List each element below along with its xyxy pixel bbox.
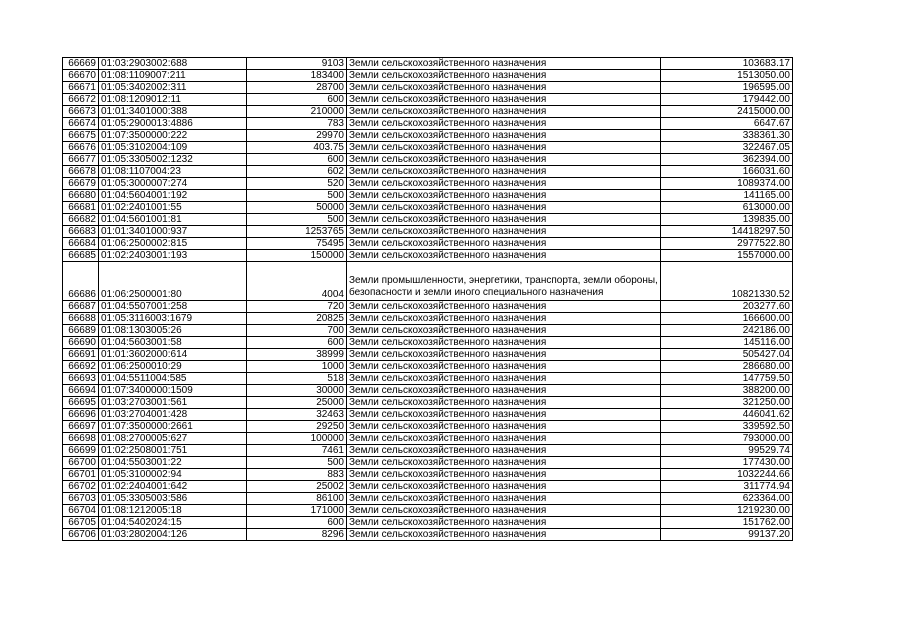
row-number-cell: 66695: [63, 397, 99, 409]
land-category-cell: Земли сельскохозяйственного назначения: [347, 130, 661, 142]
area-cell: 883: [247, 469, 347, 481]
area-cell: 183400: [247, 70, 347, 82]
cadastral-value-cell: 141165.00: [661, 190, 793, 202]
row-number-cell: 66674: [63, 118, 99, 130]
table-row: [63, 70, 793, 82]
table-row: [63, 94, 793, 106]
cadastral-number-cell: 01:05:3402002:311: [99, 82, 247, 94]
table-row: [63, 118, 793, 130]
row-number-cell: 66692: [63, 361, 99, 373]
row-number-cell: 66696: [63, 409, 99, 421]
table-row: [63, 349, 793, 361]
land-category-cell: Земли сельскохозяйственного назначения: [347, 166, 661, 178]
cadastral-value-cell: 166031.60: [661, 166, 793, 178]
area-cell: 500: [247, 214, 347, 226]
land-category-cell: Земли сельскохозяйственного назначения: [347, 250, 661, 262]
table-row: [63, 457, 793, 469]
row-number-cell: 66701: [63, 469, 99, 481]
cadastral-number-cell: 01:04:5601001:81: [99, 214, 247, 226]
cadastral-number-cell: 01:02:2508001:751: [99, 445, 247, 457]
area-cell: 210000: [247, 106, 347, 118]
table-row: [63, 445, 793, 457]
land-category-cell: Земли промышленности, энергетики, транспорта, земли обороны, безопасности и земли иного специального назначения: [347, 262, 661, 301]
row-number-cell: 66676: [63, 142, 99, 154]
row-number-cell: 66682: [63, 214, 99, 226]
row-number-cell: 66693: [63, 373, 99, 385]
table-row: [63, 190, 793, 202]
area-cell: 518: [247, 373, 347, 385]
area-cell: 600: [247, 337, 347, 349]
table-row: [63, 178, 793, 190]
cadastral-value-cell: 321250.00: [661, 397, 793, 409]
cadastral-number-cell: 01:06:2500010:29: [99, 361, 247, 373]
cadastral-value-cell: 177430.00: [661, 457, 793, 469]
area-cell: 29970: [247, 130, 347, 142]
area-cell: 4004: [247, 262, 347, 301]
table-row: [63, 373, 793, 385]
land-category-cell: Земли сельскохозяйственного назначения: [347, 373, 661, 385]
area-cell: 25002: [247, 481, 347, 493]
cadastral-value-cell: 203277.60: [661, 301, 793, 313]
cadastral-number-cell: 01:04:5503001:22: [99, 457, 247, 469]
land-category-cell: Земли сельскохозяйственного назначения: [347, 70, 661, 82]
table-row: [63, 58, 793, 70]
land-category-cell: Земли сельскохозяйственного назначения: [347, 433, 661, 445]
row-number-cell: 66684: [63, 238, 99, 250]
row-number-cell: 66678: [63, 166, 99, 178]
cadastral-number-cell: 01:05:3102004:109: [99, 142, 247, 154]
cadastral-number-cell: 01:02:2404001:642: [99, 481, 247, 493]
land-category-cell: Земли сельскохозяйственного назначения: [347, 118, 661, 130]
land-category-cell: Земли сельскохозяйственного назначения: [347, 337, 661, 349]
row-number-cell: 66670: [63, 70, 99, 82]
area-cell: 700: [247, 325, 347, 337]
land-category-cell: Земли сельскохозяйственного назначения: [347, 481, 661, 493]
table-body: [63, 58, 793, 541]
cadastral-number-cell: 01:06:2500002:815: [99, 238, 247, 250]
row-number-cell: 66669: [63, 58, 99, 70]
table-row: [63, 505, 793, 517]
area-cell: 30000: [247, 385, 347, 397]
land-category-cell: Земли сельскохозяйственного назначения: [347, 58, 661, 70]
cadastral-value-cell: 6647.67: [661, 118, 793, 130]
cadastral-number-cell: 01:07:3500000:222: [99, 130, 247, 142]
cadastral-value-cell: 338361.30: [661, 130, 793, 142]
cadastral-value-cell: 196595.00: [661, 82, 793, 94]
table-row: [63, 82, 793, 94]
table-row: [63, 469, 793, 481]
table-row: [63, 214, 793, 226]
area-cell: 171000: [247, 505, 347, 517]
table-row: [63, 481, 793, 493]
table-row: [63, 130, 793, 142]
land-category-cell: Земли сельскохозяйственного назначения: [347, 313, 661, 325]
row-number-cell: 66689: [63, 325, 99, 337]
land-category-cell: Земли сельскохозяйственного назначения: [347, 385, 661, 397]
table-row: [63, 409, 793, 421]
area-cell: 75495: [247, 238, 347, 250]
land-parcel-table: [62, 57, 793, 541]
land-category-cell: Земли сельскохозяйственного назначения: [347, 301, 661, 313]
row-number-cell: 66680: [63, 190, 99, 202]
row-number-cell: 66671: [63, 82, 99, 94]
cadastral-value-cell: 1219230.00: [661, 505, 793, 517]
cadastral-number-cell: 01:04:5402024:15: [99, 517, 247, 529]
cadastral-value-cell: 14418297.50: [661, 226, 793, 238]
area-cell: 8296: [247, 529, 347, 541]
land-category-cell: Земли сельскохозяйственного назначения: [347, 493, 661, 505]
area-cell: 29250: [247, 421, 347, 433]
cadastral-value-cell: 623364.00: [661, 493, 793, 505]
area-cell: 100000: [247, 433, 347, 445]
area-cell: 602: [247, 166, 347, 178]
cadastral-value-cell: 613000.00: [661, 202, 793, 214]
row-number-cell: 66673: [63, 106, 99, 118]
cadastral-value-cell: 388200.00: [661, 385, 793, 397]
cadastral-number-cell: 01:04:5604001:192: [99, 190, 247, 202]
table-row: [63, 337, 793, 349]
table-row: [63, 142, 793, 154]
land-category-cell: Земли сельскохозяйственного назначения: [347, 325, 661, 337]
land-category-cell: Земли сельскохозяйственного назначения: [347, 106, 661, 118]
cadastral-number-cell: 01:08:1303005:26: [99, 325, 247, 337]
land-category-cell: Земли сельскохозяйственного назначения: [347, 421, 661, 433]
cadastral-value-cell: 10821330.52: [661, 262, 793, 301]
cadastral-value-cell: 1089374.00: [661, 178, 793, 190]
area-cell: 600: [247, 517, 347, 529]
table-row: [63, 154, 793, 166]
cadastral-number-cell: 01:08:1107004:23: [99, 166, 247, 178]
area-cell: 403.75: [247, 142, 347, 154]
land-category-cell: Земли сельскохозяйственного назначения: [347, 349, 661, 361]
land-category-cell: Земли сельскохозяйственного назначения: [347, 529, 661, 541]
cadastral-number-cell: 01:03:2903002:688: [99, 58, 247, 70]
cadastral-number-cell: 01:06:2500001:80: [99, 262, 247, 301]
row-number-cell: 66706: [63, 529, 99, 541]
cadastral-number-cell: 01:08:2700005:627: [99, 433, 247, 445]
cadastral-number-cell: 01:04:5507001:258: [99, 301, 247, 313]
land-category-cell: Земли сельскохозяйственного назначения: [347, 214, 661, 226]
land-parcel-sheet: [62, 57, 792, 541]
row-number-cell: 66687: [63, 301, 99, 313]
table-row: [63, 397, 793, 409]
area-cell: 783: [247, 118, 347, 130]
table-row: [63, 361, 793, 373]
land-category-cell: Земли сельскохозяйственного назначения: [347, 361, 661, 373]
row-number-cell: 66691: [63, 349, 99, 361]
land-category-cell: Земли сельскохозяйственного назначения: [347, 142, 661, 154]
cadastral-value-cell: 139835.00: [661, 214, 793, 226]
land-category-cell: Земли сельскохозяйственного назначения: [347, 82, 661, 94]
cadastral-number-cell: 01:04:5511004:585: [99, 373, 247, 385]
row-number-cell: 66683: [63, 226, 99, 238]
table-row: [63, 301, 793, 313]
table-row: [63, 166, 793, 178]
area-cell: 500: [247, 190, 347, 202]
area-cell: 600: [247, 154, 347, 166]
cadastral-value-cell: 242186.00: [661, 325, 793, 337]
cadastral-value-cell: 1032244.66: [661, 469, 793, 481]
table-row: [63, 202, 793, 214]
cadastral-number-cell: 01:02:2401001:55: [99, 202, 247, 214]
cadastral-number-cell: 01:03:2703001:561: [99, 397, 247, 409]
area-cell: 25000: [247, 397, 347, 409]
row-number-cell: 66688: [63, 313, 99, 325]
land-category-cell: Земли сельскохозяйственного назначения: [347, 190, 661, 202]
cadastral-number-cell: 01:02:2403001:193: [99, 250, 247, 262]
table-row: [63, 529, 793, 541]
area-cell: 50000: [247, 202, 347, 214]
cadastral-number-cell: 01:08:1209012:11: [99, 94, 247, 106]
area-cell: 20825: [247, 313, 347, 325]
cadastral-value-cell: 99529.74: [661, 445, 793, 457]
cadastral-value-cell: 1513050.00: [661, 70, 793, 82]
cadastral-number-cell: 01:05:2900013:4886: [99, 118, 247, 130]
table-row: [63, 385, 793, 397]
area-cell: 720: [247, 301, 347, 313]
area-cell: 150000: [247, 250, 347, 262]
cadastral-number-cell: 01:07:3400000:1509: [99, 385, 247, 397]
table-row: [63, 238, 793, 250]
land-category-cell: Земли сельскохозяйственного назначения: [347, 226, 661, 238]
area-cell: 38999: [247, 349, 347, 361]
cadastral-value-cell: 99137.20: [661, 529, 793, 541]
cadastral-number-cell: 01:08:1109007:211: [99, 70, 247, 82]
cadastral-value-cell: 147759.50: [661, 373, 793, 385]
area-cell: 86100: [247, 493, 347, 505]
cadastral-number-cell: 01:05:3305003:586: [99, 493, 247, 505]
cadastral-value-cell: 145116.00: [661, 337, 793, 349]
cadastral-number-cell: 01:03:2704001:428: [99, 409, 247, 421]
cadastral-value-cell: 286680.00: [661, 361, 793, 373]
row-number-cell: 66700: [63, 457, 99, 469]
row-number-cell: 66694: [63, 385, 99, 397]
cadastral-value-cell: 1557000.00: [661, 250, 793, 262]
land-category-cell: Земли сельскохозяйственного назначения: [347, 94, 661, 106]
table-row: [63, 493, 793, 505]
land-category-cell: Земли сельскохозяйственного назначения: [347, 517, 661, 529]
land-category-cell: Земли сельскохозяйственного назначения: [347, 469, 661, 481]
land-category-cell: Земли сельскохозяйственного назначения: [347, 457, 661, 469]
cadastral-value-cell: 793000.00: [661, 433, 793, 445]
table-row: [63, 433, 793, 445]
area-cell: 1253765: [247, 226, 347, 238]
cadastral-value-cell: 179442.00: [661, 94, 793, 106]
land-category-cell: Земли сельскохозяйственного назначения: [347, 505, 661, 517]
cadastral-value-cell: 151762.00: [661, 517, 793, 529]
land-category-cell: Земли сельскохозяйственного назначения: [347, 445, 661, 457]
row-number-cell: 66702: [63, 481, 99, 493]
row-number-cell: 66677: [63, 154, 99, 166]
land-category-cell: Земли сельскохозяйственного назначения: [347, 238, 661, 250]
land-category-cell: Земли сельскохозяйственного назначения: [347, 397, 661, 409]
cadastral-number-cell: 01:08:1212005:18: [99, 505, 247, 517]
row-number-cell: 66675: [63, 130, 99, 142]
row-number-cell: 66672: [63, 94, 99, 106]
row-number-cell: 66679: [63, 178, 99, 190]
cadastral-value-cell: 322467.05: [661, 142, 793, 154]
row-number-cell: 66686: [63, 262, 99, 301]
cadastral-number-cell: 01:01:3401000:937: [99, 226, 247, 238]
row-number-cell: 66685: [63, 250, 99, 262]
row-number-cell: 66704: [63, 505, 99, 517]
cadastral-number-cell: 01:05:3116003:1679: [99, 313, 247, 325]
area-cell: 600: [247, 94, 347, 106]
area-cell: 32463: [247, 409, 347, 421]
row-number-cell: 66699: [63, 445, 99, 457]
cadastral-number-cell: 01:05:3305002:1232: [99, 154, 247, 166]
table-row: [63, 226, 793, 238]
cadastral-value-cell: 2977522.80: [661, 238, 793, 250]
cadastral-value-cell: 2415000.00: [661, 106, 793, 118]
cadastral-number-cell: 01:03:2802004:126: [99, 529, 247, 541]
cadastral-value-cell: 446041.62: [661, 409, 793, 421]
row-number-cell: 66681: [63, 202, 99, 214]
table-row: [63, 325, 793, 337]
cadastral-number-cell: 01:07:3500000:2661: [99, 421, 247, 433]
cadastral-number-cell: 01:05:3100002:94: [99, 469, 247, 481]
area-cell: 28700: [247, 82, 347, 94]
table-row: [63, 313, 793, 325]
cadastral-value-cell: 362394.00: [661, 154, 793, 166]
table-row: [63, 250, 793, 262]
area-cell: 500: [247, 457, 347, 469]
cadastral-value-cell: 311774.94: [661, 481, 793, 493]
land-category-cell: Земли сельскохозяйственного назначения: [347, 178, 661, 190]
land-category-cell: Земли сельскохозяйственного назначения: [347, 409, 661, 421]
row-number-cell: 66690: [63, 337, 99, 349]
row-number-cell: 66703: [63, 493, 99, 505]
row-number-cell: 66705: [63, 517, 99, 529]
cadastral-value-cell: 166600.00: [661, 313, 793, 325]
cadastral-value-cell: 103683.17: [661, 58, 793, 70]
table-row: [63, 262, 793, 301]
table-row: [63, 517, 793, 529]
area-cell: 1000: [247, 361, 347, 373]
cadastral-number-cell: 01:01:3401000:388: [99, 106, 247, 118]
table-row: [63, 421, 793, 433]
land-category-cell: Земли сельскохозяйственного назначения: [347, 154, 661, 166]
area-cell: 520: [247, 178, 347, 190]
area-cell: 7461: [247, 445, 347, 457]
cadastral-number-cell: 01:01:3602000:614: [99, 349, 247, 361]
table-row: [63, 106, 793, 118]
land-category-cell: Земли сельскохозяйственного назначения: [347, 202, 661, 214]
area-cell: 9103: [247, 58, 347, 70]
cadastral-number-cell: 01:04:5603001:58: [99, 337, 247, 349]
cadastral-value-cell: 339592.50: [661, 421, 793, 433]
cadastral-value-cell: 505427.04: [661, 349, 793, 361]
row-number-cell: 66698: [63, 433, 99, 445]
row-number-cell: 66697: [63, 421, 99, 433]
cadastral-number-cell: 01:05:3000007:274: [99, 178, 247, 190]
